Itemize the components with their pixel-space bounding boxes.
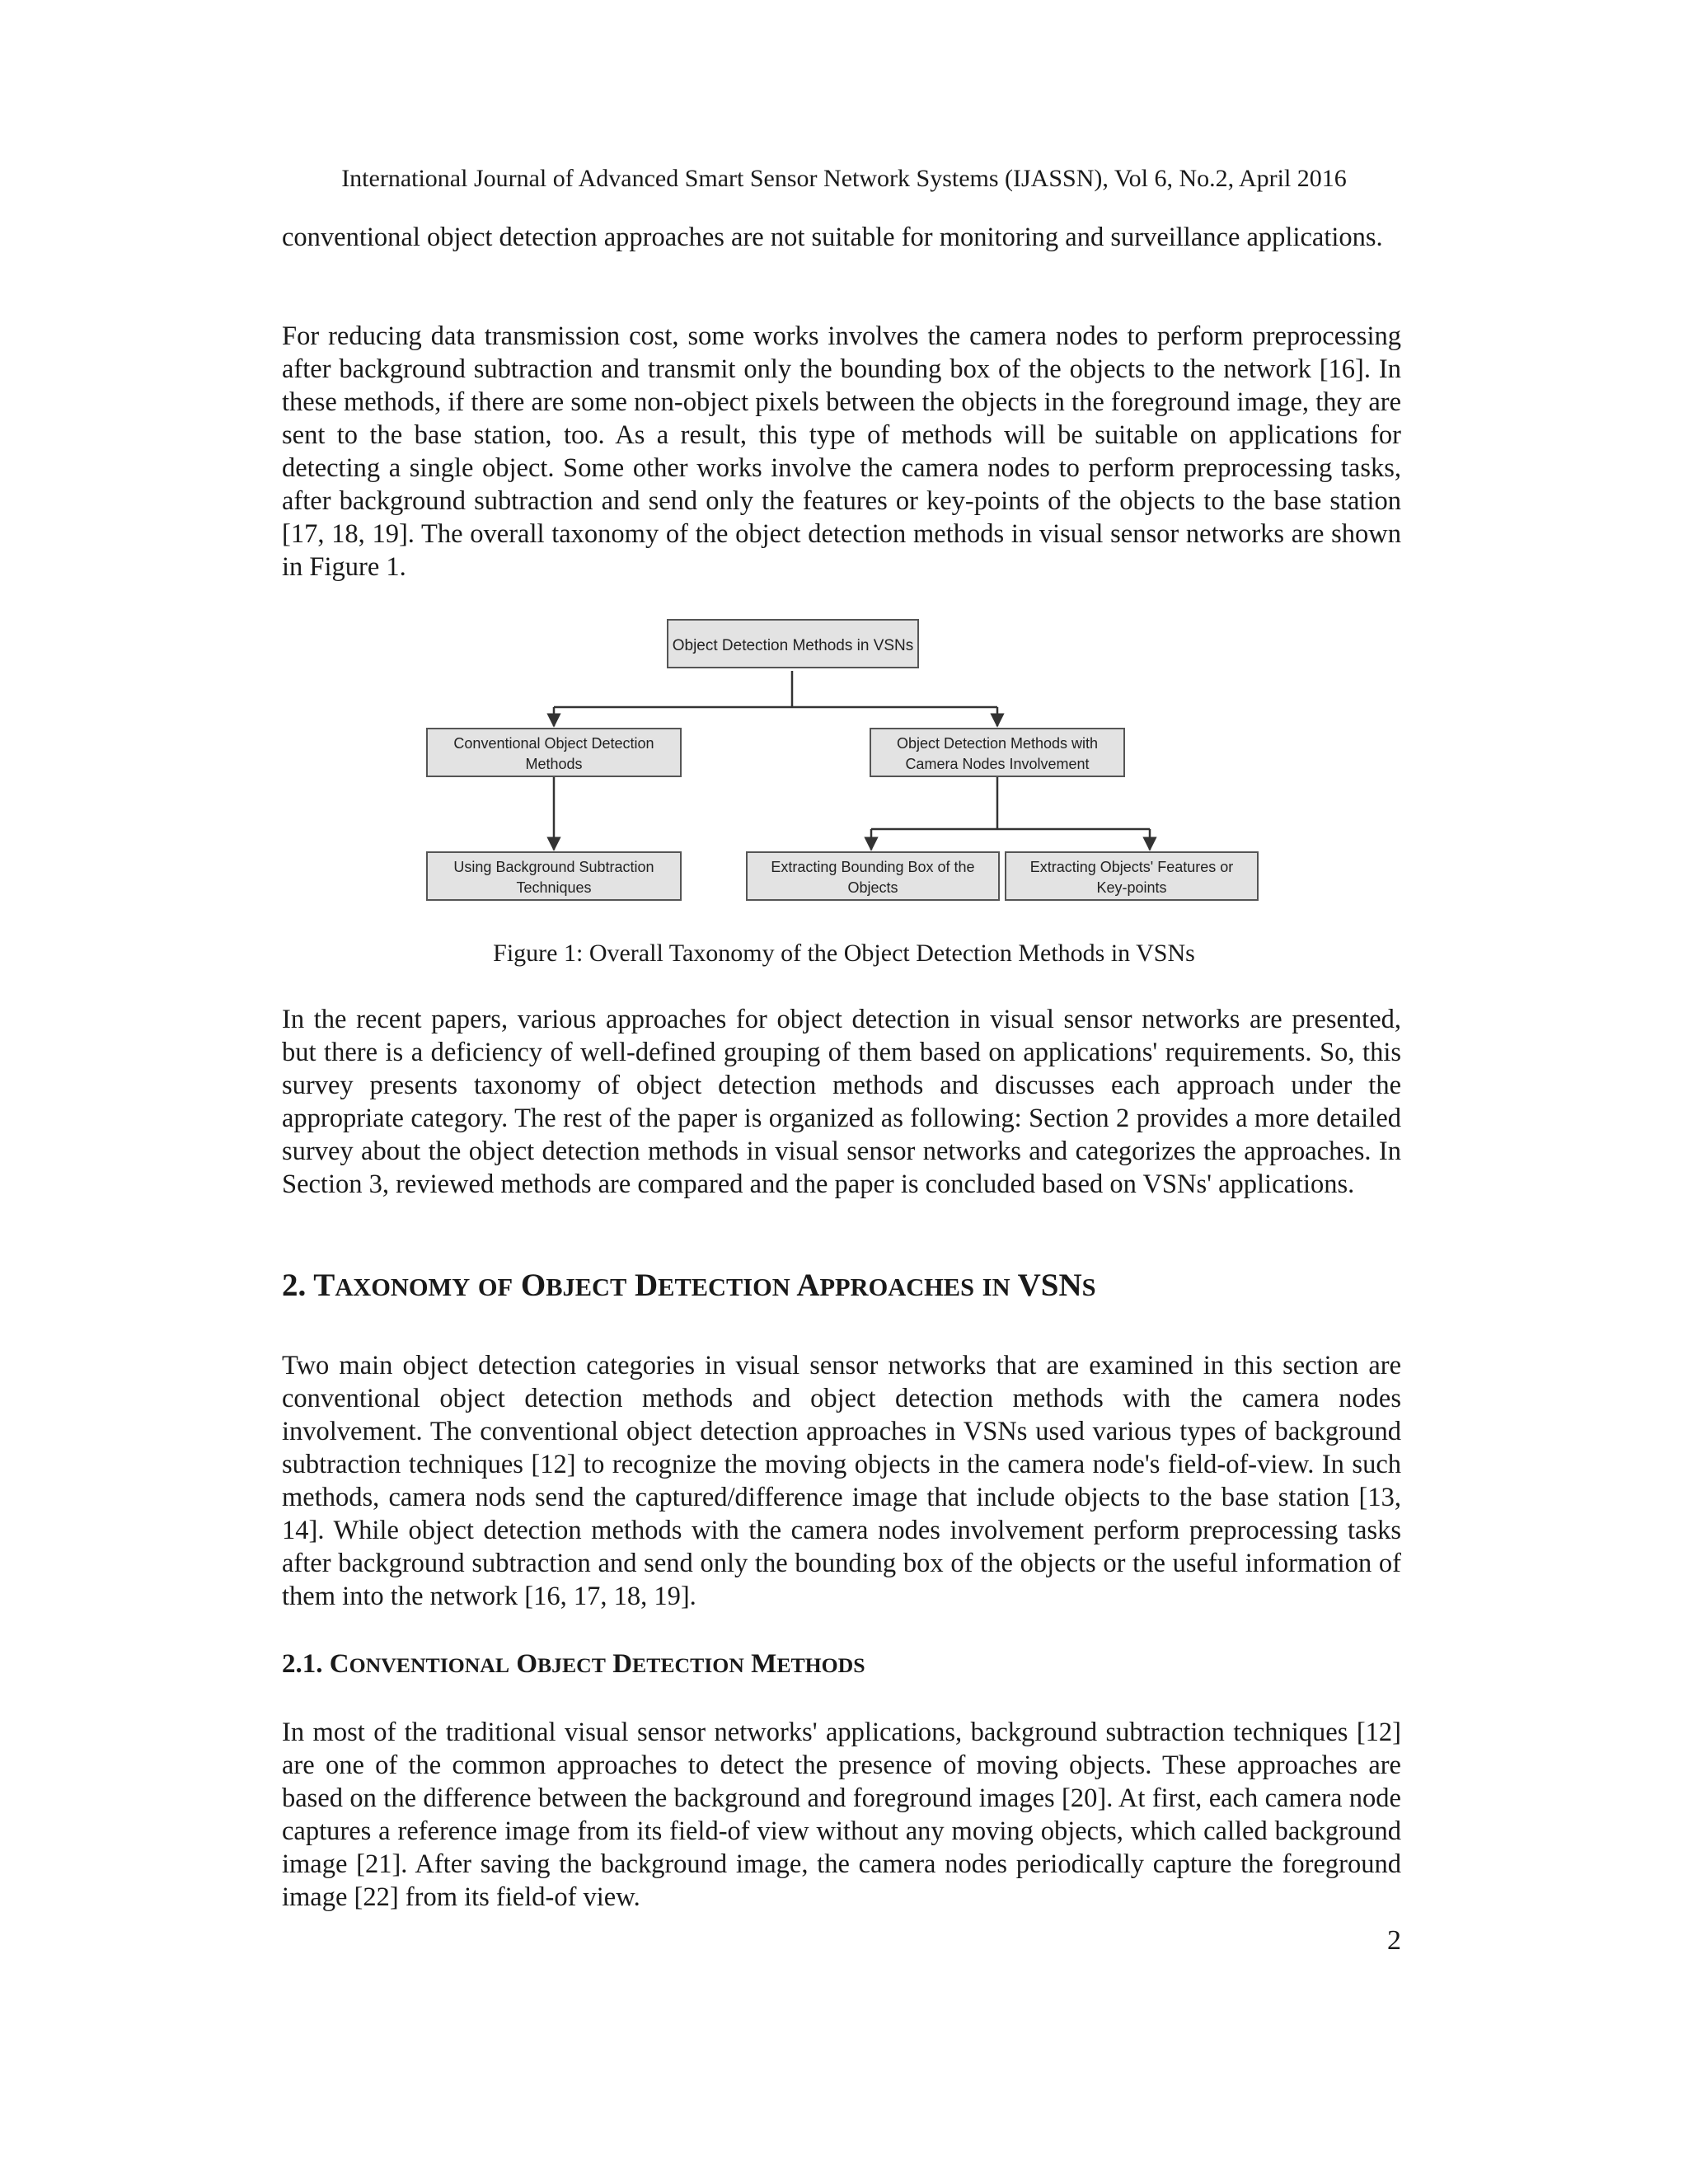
node-background-line2: Techniques (516, 879, 592, 896)
heading-word: D (612, 1649, 633, 1679)
heading-word-in: IN (982, 1273, 1010, 1301)
heading-word: O (516, 1649, 537, 1679)
heading-word-rest: PPROACHES (819, 1273, 974, 1301)
node-features (1006, 852, 1258, 900)
paragraph-survey-overview: In the recent papers, various approaches for object detection in visual sensor networks are presented, but there is a deficiency of well-defined grouping of them based on applications' requirements. So, this survey presents taxonomy of object detection methods and discusses each approach under the appropriate category. The rest of the paper is organized as following: Section 2 provides a more detailed survey about the object detection methods in visual sensor networks and categorizes the approaches. In Section 3, reviewed methods are compared and the paper is concluded based on VSNs' applications. (282, 1005, 1401, 1199)
heading-word-rest: ONVENTIONAL (349, 1653, 510, 1677)
running-header: International Journal of Advanced Smart Sensor Network Systems (IJASSN), Vol 6, No.2, April 2016 (341, 165, 1347, 192)
heading-word: T (313, 1268, 335, 1303)
heading-word: VSN (1017, 1268, 1082, 1303)
section-number: 2. (282, 1268, 307, 1303)
heading-word-of: OF (477, 1273, 513, 1301)
node-background-subtraction (427, 852, 681, 900)
node-features-line1: Extracting Objects' Features or (1029, 859, 1234, 875)
node-camera-nodes-line1: Object Detection Methods with (896, 735, 1099, 752)
page-number: 2 (1387, 1925, 1401, 1956)
node-camera-nodes-line2: Camera Nodes Involvement (905, 756, 1090, 772)
paragraph-intro-end: conventional object detection approaches are not suitable for monitoring and surveillance applications. (282, 223, 1383, 252)
node-background-line1: Using Background Subtraction (453, 859, 654, 875)
heading-word-rest: S (1081, 1273, 1096, 1301)
heading-word: O (520, 1268, 546, 1303)
node-root-label: Object Detection Methods in VSNs (672, 637, 914, 654)
node-root (668, 620, 918, 668)
node-features-line2: Key-points (1096, 879, 1167, 896)
heading-word-rest: ETECTION (658, 1273, 790, 1301)
heading-word-rest: BJECT (546, 1273, 627, 1301)
node-conventional (427, 729, 681, 776)
node-conventional-line2: Methods (525, 756, 583, 772)
heading-word-rest: BJECT (537, 1653, 606, 1677)
heading-word: D (635, 1268, 659, 1303)
subsection-heading-conventional (282, 1647, 1401, 1682)
heading-word: M (751, 1649, 777, 1679)
node-camera-nodes (870, 729, 1124, 776)
figure-caption: Figure 1: Overall Taxonomy of the Object Detection Methods in VSNs (493, 940, 1195, 967)
heading-word-rest: AXONOMY (335, 1273, 471, 1301)
heading-word: C (329, 1649, 349, 1679)
node-bounding-box-line1: Extracting Bounding Box of the (771, 859, 975, 875)
section-heading-taxonomy (282, 1267, 1401, 1306)
node-bounding-box (747, 852, 999, 900)
taxonomy-diagram (420, 616, 1261, 905)
taxonomy-figure (420, 616, 1261, 905)
paragraph-transmission-cost: For reducing data transmission cost, some works involves the camera nodes to perform preprocessing after background subtraction and transmit only the bounding box of the objects to the network [16]. In these methods, if there are some non-object pixels between the objects in the foreground image, they are sent to the base station, too. As a result, this type of methods will be suitable on applications for detecting a single object. Some other works involve the camera nodes to perform preprocessing tasks, after background subtraction and send only the features or key-points of the objects to the base station [17, 18, 19]. The overall taxonomy of the object detection methods in visual sensor networks are shown in Figure 1. (282, 321, 1401, 582)
node-conventional-line1: Conventional Object Detection (453, 735, 654, 752)
heading-word-rest: ETHODS (776, 1653, 865, 1677)
paragraph-background-subtraction: In most of the traditional visual sensor networks' applications, background subtraction techniques [12] are one of the common approaches to detect the presence of moving objects. These approaches are based on the difference between the background and foreground images [20]. At first, each camera node captures a reference image from its field-of view without any moving objects, which called background image [21]. After saving the background image, the camera nodes periodically capture the foreground image [22] from its field-of view. (282, 1718, 1401, 1912)
heading-word: A (796, 1268, 820, 1303)
subsection-number: 2.1. (282, 1649, 323, 1679)
paragraph-two-categories: Two main object detection categories in visual sensor networks that are examined in this section are conventional object detection methods and object detection methods with the camera nodes involvement. The conventional object detection approaches in VSNs used various types of background subtraction techniques [12] to recognize the moving objects in the camera node's field-of-view. In such methods, camera nods send the captured/difference image that include objects to the base station [13, 14]. While object detection methods with the camera nodes involvement perform preprocessing tasks after background subtraction and send only the bounding box of the objects or the useful information of them into the network [16, 17, 18, 19]. (282, 1351, 1401, 1611)
node-bounding-box-line2: Objects (847, 879, 898, 896)
heading-word-rest: ETECTION (632, 1653, 744, 1677)
